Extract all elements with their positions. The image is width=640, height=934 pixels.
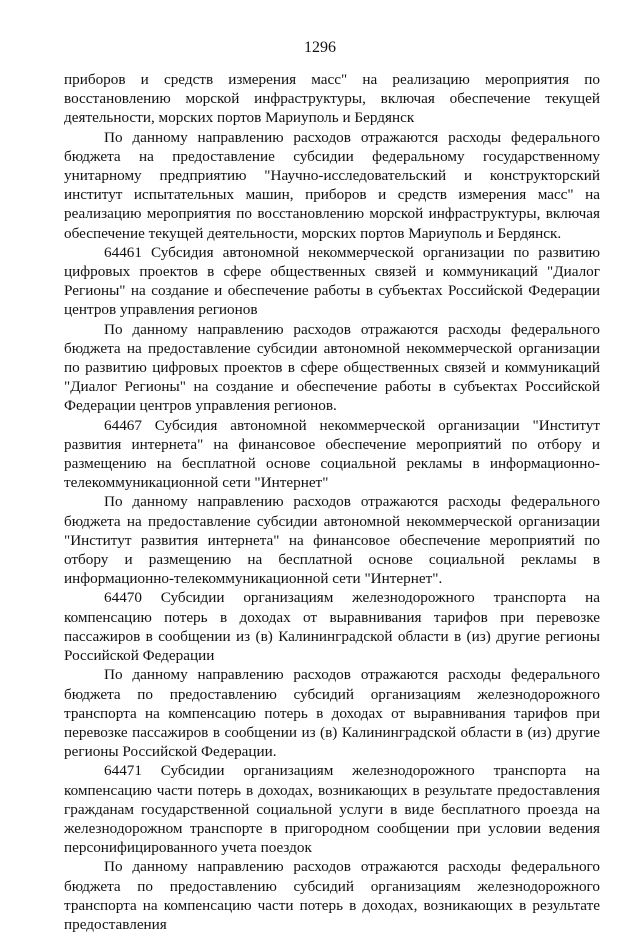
paragraph-description-64471: По данному направлению расходов отражаются расходы федерального бюджета по предоставлению субсидий организациям железнодорожного транспорта на компенсацию части потерь в доходах, возникающих в результате предоставления xyxy=(64,858,600,933)
paragraph-code-64471: 64471 Субсидии организациям железнодорожного транспорта на компенсацию части потерь в доходах, возникающих в результате предоставления гражданам государственной социальной услуги в виде бесплатного проезда на железнодорожном транспорте в пригородном сообщении при условии ведения персонифицированного учета поездок xyxy=(64,762,600,857)
paragraph-description-64461: По данному направлению расходов отражаются расходы федерального бюджета на предоставление субсидии автономной некоммерческой организации по развитию цифровых проектов в сфере общественных связей и коммуникаций "Диалог Регионы" на создание и обеспечение работы в субъектах Российской Федерации центров управления регионов. xyxy=(64,320,600,415)
paragraph-code-64467: 64467 Субсидия автономной некоммерческой организации "Институт развития интернета" на финансовое обеспечение мероприятий по отбору и размещению на бесплатной основе социальной рекламы в информационно-телекоммуникационной сети "Интернет" xyxy=(64,416,600,492)
paragraph-description-64470: По данному направлению расходов отражаются расходы федерального бюджета по предоставлению субсидий организациям железнодорожного транспорта на компенсацию потерь в доходах от выравнивания тарифов при перевозке пассажиров в сообщении из (в) Калининградской области в (из) другие регионы Российской Федерации. xyxy=(64,666,600,761)
document-body xyxy=(64,70,600,934)
paragraph-description-64467: По данному направлению расходов отражаются расходы федерального бюджета на предоставление субсидии автономной некоммерческой организации "Институт развития интернета" на финансовое обеспечение мероприятий по отбору и размещению на бесплатной основе социальной рекламы в информационно-телекоммуникационной сети "Интернет". xyxy=(64,493,600,588)
paragraph-description-instrument-institute: По данному направлению расходов отражаются расходы федерального бюджета на предоставление субсидии федеральному государственному унитарному предприятию "Научно-исследовательский и конструкторский институт испытательных машин, приборов и средств измерения масс" на реализацию мероприятия по восстановлению морской инфраструктуры, включая обеспечение текущей деятельности, морских портов Мариуполь и Бердянск. xyxy=(64,128,600,242)
paragraph-code-64461: 64461 Субсидия автономной некоммерческой организации по развитию цифровых проектов в сфере общественных связей и коммуникаций "Диалог Регионы" на создание и обеспечение работы в субъектах Российской Федерации центров управления регионов xyxy=(64,243,600,319)
page-number: 1296 xyxy=(304,39,336,56)
paragraph-code-64470: 64470 Субсидии организациям железнодорожного транспорта на компенсацию потерь в доходах от выравнивания тарифов при перевозке пассажиров в сообщении из (в) Калининградской области в (из) другие регионы Российской Федерации xyxy=(64,589,600,665)
paragraph-continuation: приборов и средств измерения масс" на реализацию мероприятия по восстановлению морской инфраструктуры, включая обеспечение текущей деятельности, морских портов Мариуполь и Бердянск xyxy=(64,71,600,127)
